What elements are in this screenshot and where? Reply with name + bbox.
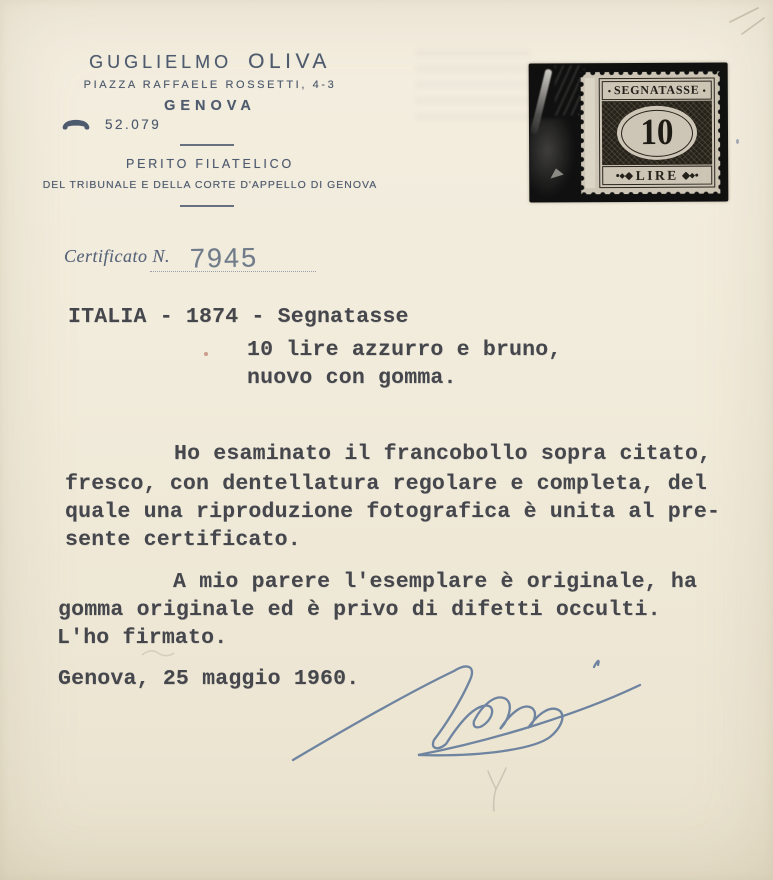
stamp-oval-ring	[621, 109, 693, 156]
letterhead-name	[0, 50, 420, 74]
certificate-label: Certificato N.	[64, 246, 170, 266]
subject-line: nuovo con gomma.	[247, 366, 457, 390]
scroll-ornament-icon	[683, 172, 699, 178]
body-line: quale una riproduzione fotografica è unita al pre-	[65, 500, 721, 524]
body-line: Ho esaminato il francobollo sopra citato,	[174, 442, 712, 466]
body-line: sente certificato.	[65, 528, 301, 552]
subject-line: ITALIA - 1874 - Segnatasse	[68, 305, 409, 329]
ornament-dot-icon: •	[702, 85, 706, 96]
letterhead-phone-row	[60, 117, 161, 132]
stamp-design	[599, 78, 716, 189]
stamp-oval	[617, 106, 697, 160]
stamp-sheet-margin	[585, 78, 596, 188]
scroll-ornament-icon	[616, 173, 632, 179]
stamp-center-panel	[602, 101, 712, 166]
letterhead-last-name: OLIVA	[248, 50, 331, 73]
segnatasse-stamp	[581, 72, 721, 195]
letterhead-first-name: GUGLIELMO	[89, 52, 233, 72]
body-line: gomma originale ed è privo di difetti occulti.	[58, 598, 661, 622]
letterhead-divider-bottom	[180, 205, 234, 207]
telephone-icon	[60, 118, 92, 132]
perforation-bottom	[579, 189, 722, 199]
stamp-inscription: SEGNATASSE	[613, 82, 700, 98]
body-line: fresco, con dentellatura regolare e completa, del	[65, 472, 708, 496]
letterhead-address: PIAZZA RAFFAELE ROSSETTI, 4-3	[83, 79, 337, 91]
letterhead-phone-number: 52.079	[105, 117, 162, 132]
subject-line: 10 lire azzurro e bruno,	[247, 338, 562, 362]
stamp-currency: LIRE	[635, 167, 679, 183]
perforation-right	[715, 69, 725, 195]
certificate-number: 7945	[189, 242, 259, 274]
ink-speck	[204, 352, 208, 356]
crease-mark	[140, 646, 176, 660]
body-line: L'ho firmato.	[57, 626, 228, 650]
ink-speck	[736, 139, 739, 144]
ghost-impression	[415, 50, 530, 120]
letterhead-city: GENOVA	[164, 98, 256, 114]
stamp-bottom-band	[602, 166, 712, 186]
letterhead-profession: PERITO FILATELICO	[126, 157, 294, 171]
body-line: A mio parere l'esemplare è originale, ha	[173, 570, 698, 594]
pencil-mark-top-right	[724, 2, 770, 44]
perforation-top	[579, 67, 722, 77]
ornament-dot-icon: •	[607, 85, 612, 96]
stamp-denomination: 10	[640, 112, 674, 153]
stamp-photograph	[529, 62, 729, 202]
photo-glare	[529, 118, 575, 198]
stamp-top-band	[602, 81, 712, 101]
dateline: Genova, 25 maggio 1960.	[58, 667, 360, 691]
expert-signature	[282, 645, 654, 770]
pencil-mark-bottom	[476, 763, 520, 815]
letterhead-divider-top	[180, 144, 234, 146]
letterhead-court-line: DEL TRIBUNALE E DELLA CORTE D'APPELLO DI GENOVA	[42, 179, 378, 191]
